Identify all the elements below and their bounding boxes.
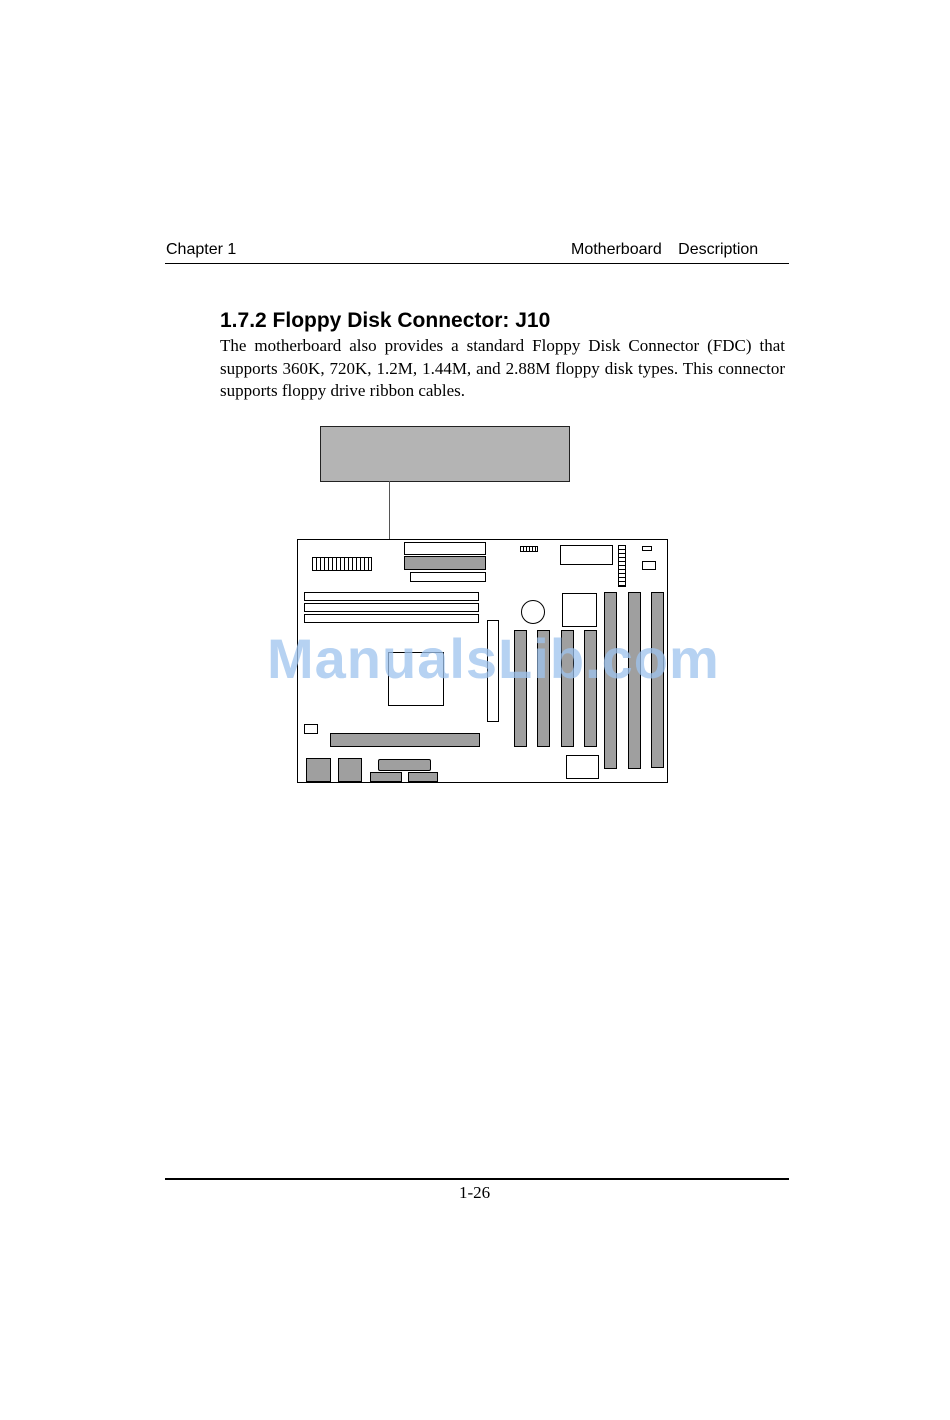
bios-chip [560,545,613,565]
connector-callout-box [320,426,570,482]
atx-power-connector [312,557,372,571]
jumper-small [642,546,652,551]
serial-port-1 [370,772,402,782]
body-paragraph: The motherboard also provides a standard Floppy Disk Connector (FDC) that supports 360K, 720K, 1.2M, 1.44M, and 2.88M floppy disk types. This connector supports floppy drive ribbon cables. [220,336,785,400]
page-number: 1-26 [459,1183,491,1202]
jumper-block [642,561,656,570]
ide-connector-primary [404,542,486,555]
section-title: 1.7.2 Floppy Disk Connector: J10 [220,309,551,332]
battery-icon [521,600,545,624]
io-chip [566,755,599,779]
chipset-south [562,593,597,627]
header-divider [165,263,789,264]
floppy-connector-j10 [410,572,486,582]
dimm-slot-2 [304,603,479,612]
ps2-port [306,758,331,782]
front-panel-header [618,545,626,587]
usb-port [338,758,362,782]
fan-header [304,724,318,734]
parallel-port [378,759,431,771]
dimm-slot-3 [304,614,479,623]
footer-divider [165,1178,789,1180]
header-pins [520,546,538,552]
cache-bar [330,733,480,747]
serial-port-2 [408,772,438,782]
header-chapter: Chapter 1 [166,241,237,258]
ide-connector-secondary [404,556,486,570]
header-section: Motherboard Description [571,241,759,258]
dimm-slot-1 [304,592,479,601]
watermark: ManualsLib.com [267,627,720,690]
